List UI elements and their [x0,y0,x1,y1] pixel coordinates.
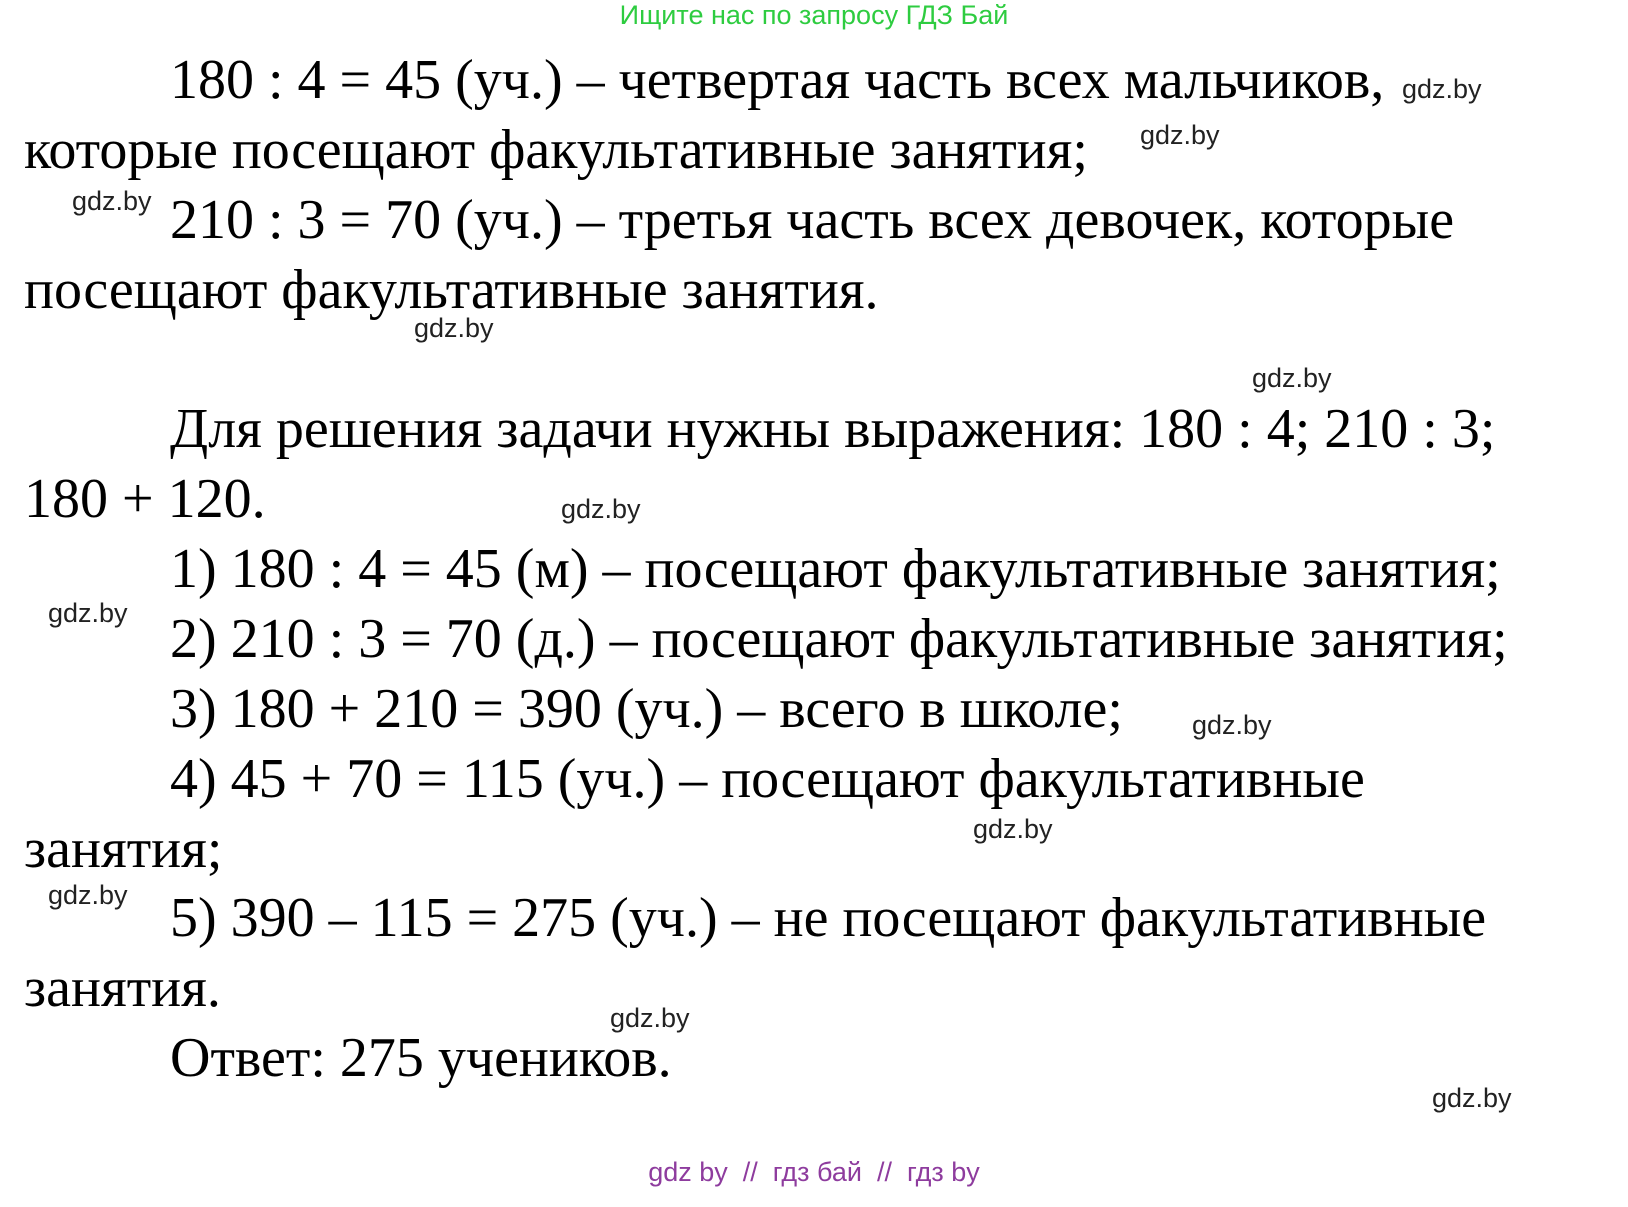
watermark: gdz.by [48,880,128,910]
watermark: gdz.by [973,814,1053,844]
text-line-12: 5) 390 – 115 = 275 (уч.) – не посещают факультативные [170,887,1487,949]
watermark: gdz.by [610,1003,690,1033]
text-line-7: 1) 180 : 4 = 45 (м) – посещают факультативные занятия; [170,538,1501,600]
text-line-2: которые посещают факультативные занятия; [24,119,1088,181]
text-line-14: Ответ: 275 учеников. [170,1027,672,1089]
footer-banner: gdz by // гдз бай // гдз by [648,1157,980,1187]
header-banner: Ищите нас по запросу ГДЗ Бай [619,0,1009,30]
watermark: gdz.by [72,186,152,216]
text-line-9: 3) 180 + 210 = 390 (уч.) – всего в школе; [170,678,1123,740]
text-line-4: посещают факультативные занятия. [24,259,879,321]
text-line-11: занятия; [24,818,223,880]
watermark: gdz.by [1432,1083,1512,1113]
watermark: gdz.by [48,598,128,628]
watermark: gdz.by [1402,74,1482,104]
text-line-6: 180 + 120. [24,468,266,530]
text-line-1: 180 : 4 = 45 (уч.) – четвертая часть всех мальчиков, [170,49,1385,111]
text-line-10: 4) 45 + 70 = 115 (уч.) – посещают факультативные [170,748,1365,810]
text-line-8: 2) 210 : 3 = 70 (д.) – посещают факультативные занятия; [170,608,1508,670]
watermark: gdz.by [1252,363,1332,393]
watermark: gdz.by [1140,120,1220,150]
text-line-13: занятия. [24,957,221,1019]
watermark: gdz.by [1192,710,1272,740]
text-line-5: Для решения задачи нужны выражения: 180 : 4; 210 : 3; [170,398,1496,460]
text-line-3: 210 : 3 = 70 (уч.) – третья часть всех девочек, которые [170,189,1455,251]
watermark: gdz.by [414,313,494,343]
watermark: gdz.by [561,494,641,524]
